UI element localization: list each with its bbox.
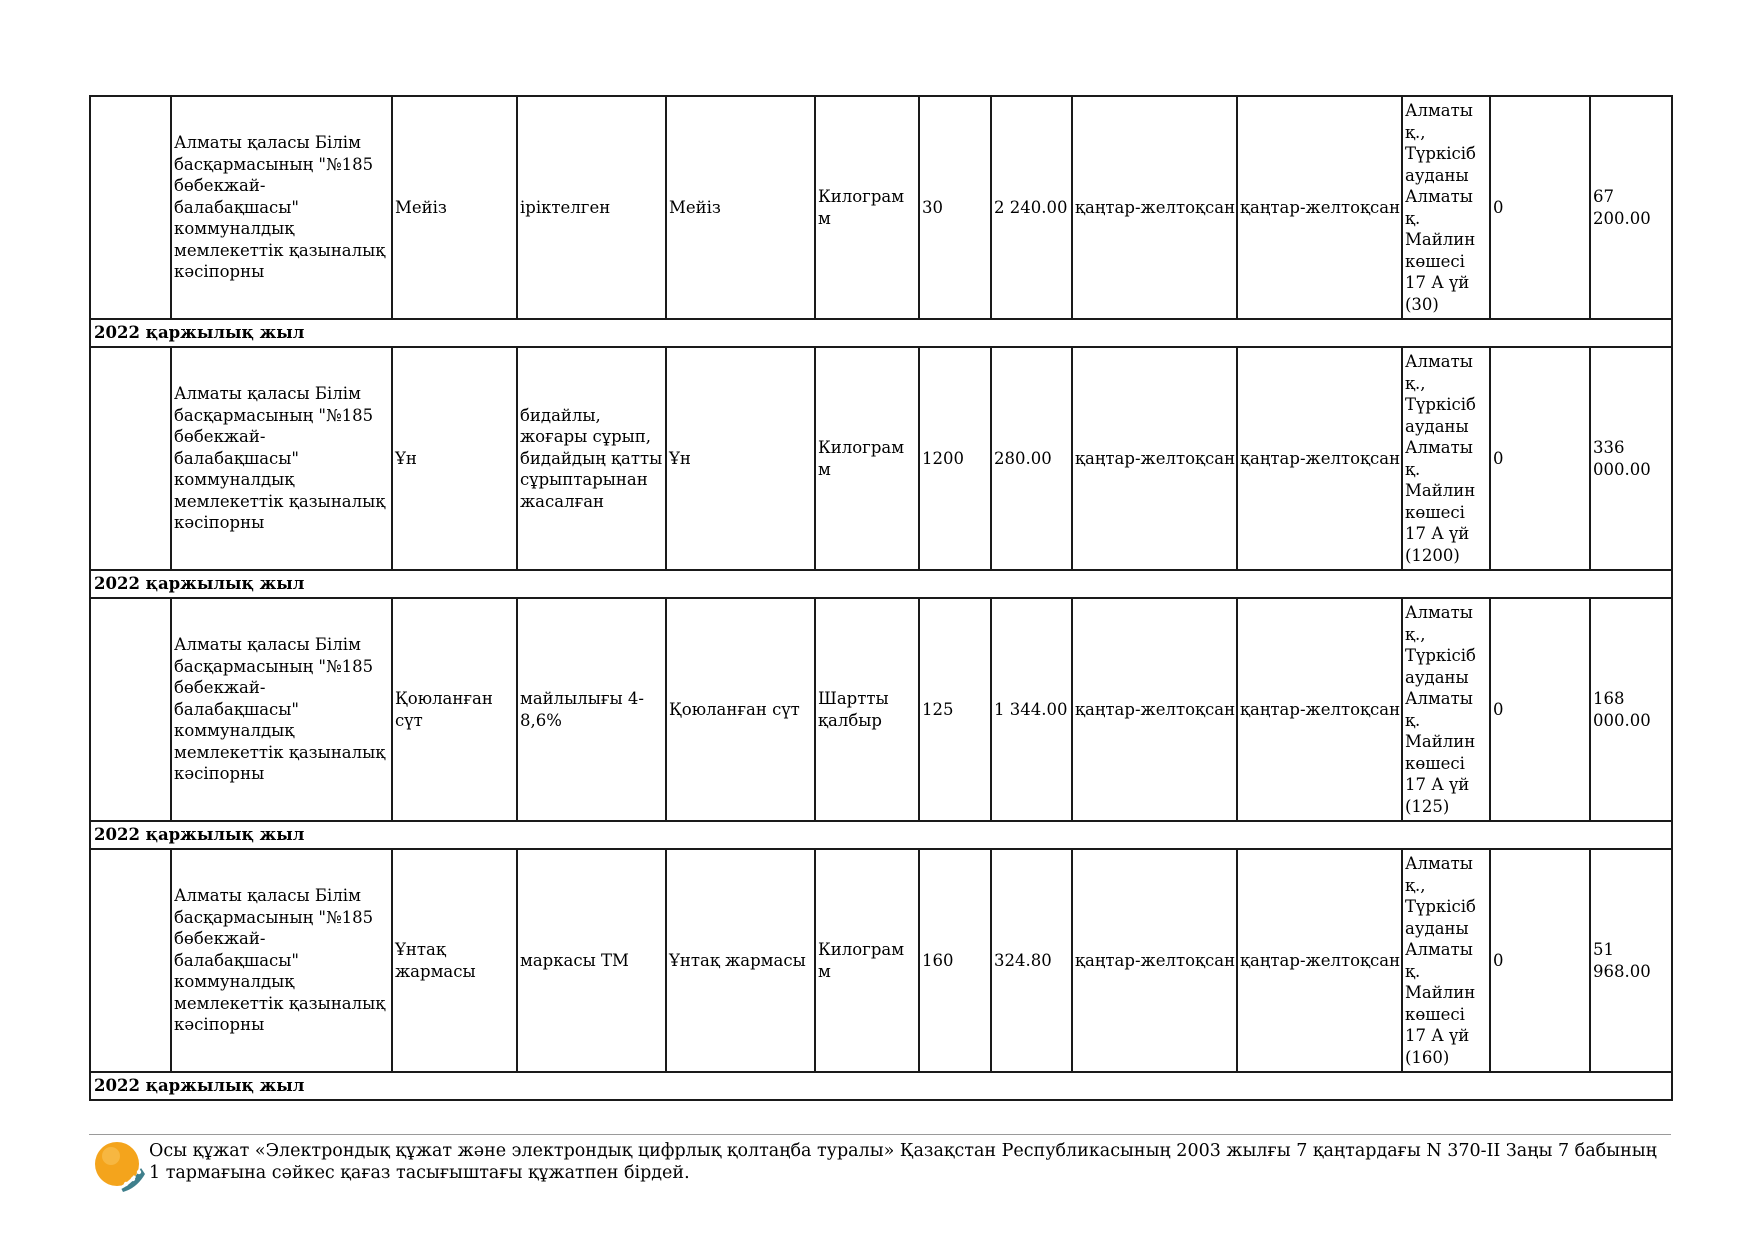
address-cell: Алматы қ., Түркісіб ауданы Алматы қ. Майлин көшесі 17 А үй (125) [1402,598,1490,821]
item-name-cell: Мейіз [392,96,517,319]
item-name-cell: Ұнтақ жармасы [392,849,517,1072]
quantity-cell: 30 [919,96,991,319]
item-name-2-cell: Мейіз [666,96,815,319]
period-cell: қаңтар-желтоқсан [1072,347,1237,570]
period-cell: қаңтар-желтоқсан [1237,598,1402,821]
customer-cell: Алматы қаласы Білім басқармасының "№185 бөбекжай-балабақшасы" коммуналдық мемлекеттік қазыналық кәсіпорны [171,849,392,1072]
footer-legal-note: Осы құжат «Электрондық құжат және электрондық цифрлық қолтаңба туралы» Қазақстан Республикасының 2003 жылғы 7 қаңтардағы N 370-II Заңы 7 бабының 1 тармағына сәйкес қағаз тасығыштағы құжатпен бірдей. [149,1141,1657,1183]
address-cell: Алматы қ., Түркісіб ауданы Алматы қ. Майлин көшесі 17 А үй (1200) [1402,347,1490,570]
period-cell: қаңтар-желтоқсан [1237,96,1402,319]
characteristic-cell: іріктелген [517,96,666,319]
table-row [90,347,1672,570]
period-cell: қаңтар-желтоқсан [1237,347,1402,570]
customer-cell: Алматы қаласы Білім басқармасының "№185 бөбекжай-балабақшасы" коммуналдық мемлекеттік қазыналық кәсіпорны [171,347,392,570]
advance-cell: 0 [1490,598,1590,821]
unit-cell: Килограмм [815,849,919,1072]
quantity-cell: 160 [919,849,991,1072]
item-name-2-cell: Ұнтақ жармасы [666,849,815,1072]
row-number [90,849,171,1072]
characteristic-cell: бидайлы, жоғары сұрып, бидайдың қатты сұрыптарынан жасалған [517,347,666,570]
price-cell: 280.00 [991,347,1072,570]
price-cell: 2 240.00 [991,96,1072,319]
period-cell: қаңтар-желтоқсан [1072,96,1237,319]
fiscal-year-label: 2022 қаржылық жыл [90,821,1672,849]
table-row [90,849,1672,1072]
total-cell: 336 000.00 [1590,347,1672,570]
price-cell: 1 344.00 [991,598,1072,821]
advance-cell: 0 [1490,96,1590,319]
fiscal-year-label: 2022 қаржылық жыл [90,570,1672,598]
table-row [90,96,1672,319]
period-cell: қаңтар-желтоқсан [1072,849,1237,1072]
customer-cell: Алматы қаласы Білім басқармасының "№185 бөбекжай-балабақшасы" коммуналдық мемлекеттік қазыналық кәсіпорны [171,96,392,319]
advance-cell: 0 [1490,849,1590,1072]
fiscal-year-row [90,1072,1672,1100]
item-name-2-cell: Қоюланған сүт [666,598,815,821]
item-name-cell: Қоюланған сүт [392,598,517,821]
item-name-2-cell: Ұн [666,347,815,570]
period-cell: қаңтар-желтоқсан [1072,598,1237,821]
characteristic-cell: майлылығы 4-8,6% [517,598,666,821]
period-cell: қаңтар-желтоқсан [1237,849,1402,1072]
fiscal-year-label: 2022 қаржылық жыл [90,1072,1672,1100]
unit-cell: Килограмм [815,347,919,570]
unit-cell: Шартты қалбыр [815,598,919,821]
price-cell: 324.80 [991,849,1072,1072]
total-cell: 67 200.00 [1590,96,1672,319]
procurement-table [89,95,1673,1101]
address-cell: Алматы қ., Түркісіб ауданы Алматы қ. Майлин көшесі 17 А үй (160) [1402,849,1490,1072]
row-number [90,598,171,821]
unit-cell: Килограмм [815,96,919,319]
row-number [90,347,171,570]
egov-sun-logo-icon [93,1140,145,1192]
row-number [90,96,171,319]
customer-cell: Алматы қаласы Білім басқармасының "№185 бөбекжай-балабақшасы" коммуналдық мемлекеттік қазыналық кәсіпорны [171,598,392,821]
fiscal-year-label: 2022 қаржылық жыл [90,319,1672,347]
item-name-cell: Ұн [392,347,517,570]
table-row [90,598,1672,821]
footer-divider [89,1134,1671,1135]
fiscal-year-row [90,821,1672,849]
table-body [90,96,1672,1100]
address-cell: Алматы қ., Түркісіб ауданы Алматы қ. Майлин көшесі 17 А үй (30) [1402,96,1490,319]
characteristic-cell: маркасы ТМ [517,849,666,1072]
advance-cell: 0 [1490,347,1590,570]
quantity-cell: 125 [919,598,991,821]
total-cell: 168 000.00 [1590,598,1672,821]
fiscal-year-row [90,319,1672,347]
total-cell: 51 968.00 [1590,849,1672,1072]
fiscal-year-row [90,570,1672,598]
quantity-cell: 1200 [919,347,991,570]
